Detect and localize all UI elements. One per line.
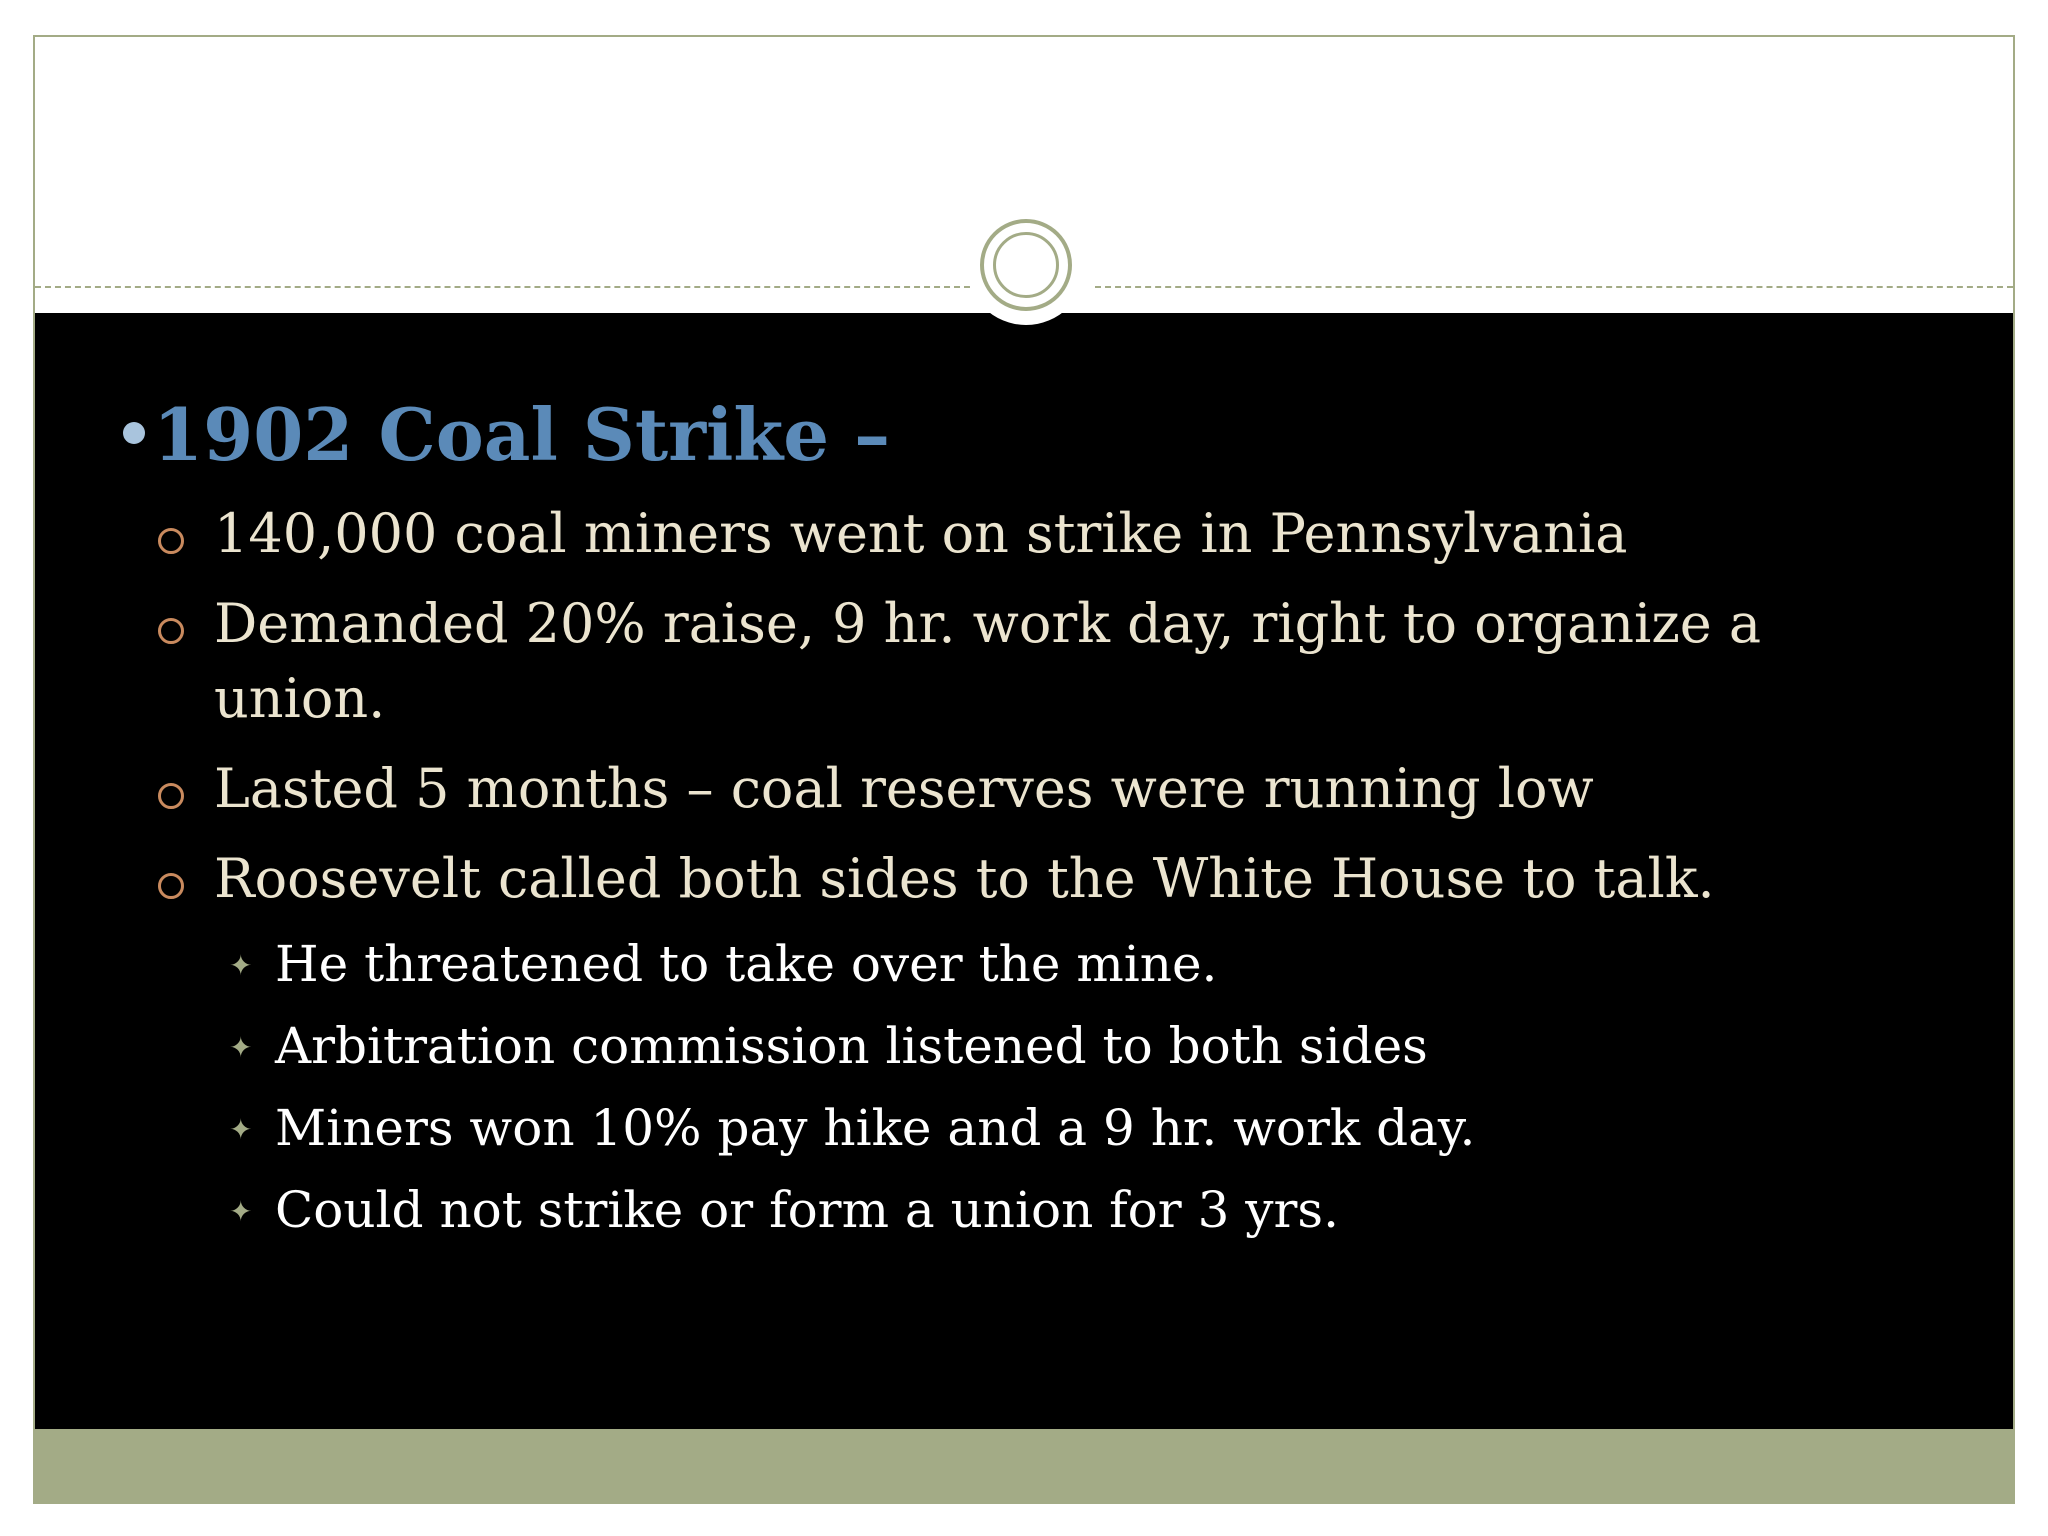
star-bullet-icon: ✦ (229, 1195, 253, 1228)
point-text: 140,000 coal miners went on strike in Pennsylvania (214, 502, 1628, 565)
slide-content (35, 37, 2013, 1502)
point-item (214, 847, 1715, 910)
point-item (214, 757, 1594, 820)
point-text: Lasted 5 months – coal reserves were running low (214, 757, 1594, 820)
point-continuation (214, 667, 385, 730)
ring-bullet-icon (158, 873, 184, 899)
heading-text: 1902 Coal Strike – (153, 392, 891, 477)
ring-bullet-icon (158, 618, 184, 644)
subpoint-text: Could not strike or form a union for 3 yrs. (275, 1181, 1339, 1239)
subpoint-item (229, 935, 1218, 993)
heading-item (153, 392, 890, 477)
ring-bullet-icon (158, 783, 184, 809)
slide (33, 35, 2015, 1504)
point-text: Demanded 20% raise, 9 hr. work day, right to organize a (214, 592, 1762, 655)
star-bullet-icon: ✦ (229, 1113, 253, 1146)
subpoint-item (229, 1017, 1428, 1075)
subpoint-text: Miners won 10% pay hike and a 9 hr. work day. (275, 1099, 1476, 1157)
subpoint-text: Arbitration commission listened to both sides (275, 1017, 1428, 1075)
ring-bullet-icon (158, 528, 184, 554)
subpoint-item (229, 1181, 1339, 1239)
point-item (214, 592, 1761, 655)
point-text: Roosevelt called both sides to the White House to talk. (214, 847, 1715, 910)
subpoint-text: He threatened to take over the mine. (275, 935, 1218, 993)
point-item (214, 502, 1627, 565)
point-continuation-text: union. (214, 667, 386, 730)
star-bullet-icon: ✦ (229, 1031, 253, 1064)
heading-bullet-icon (123, 422, 145, 444)
subpoint-item (229, 1099, 1476, 1157)
star-bullet-icon: ✦ (229, 949, 253, 982)
